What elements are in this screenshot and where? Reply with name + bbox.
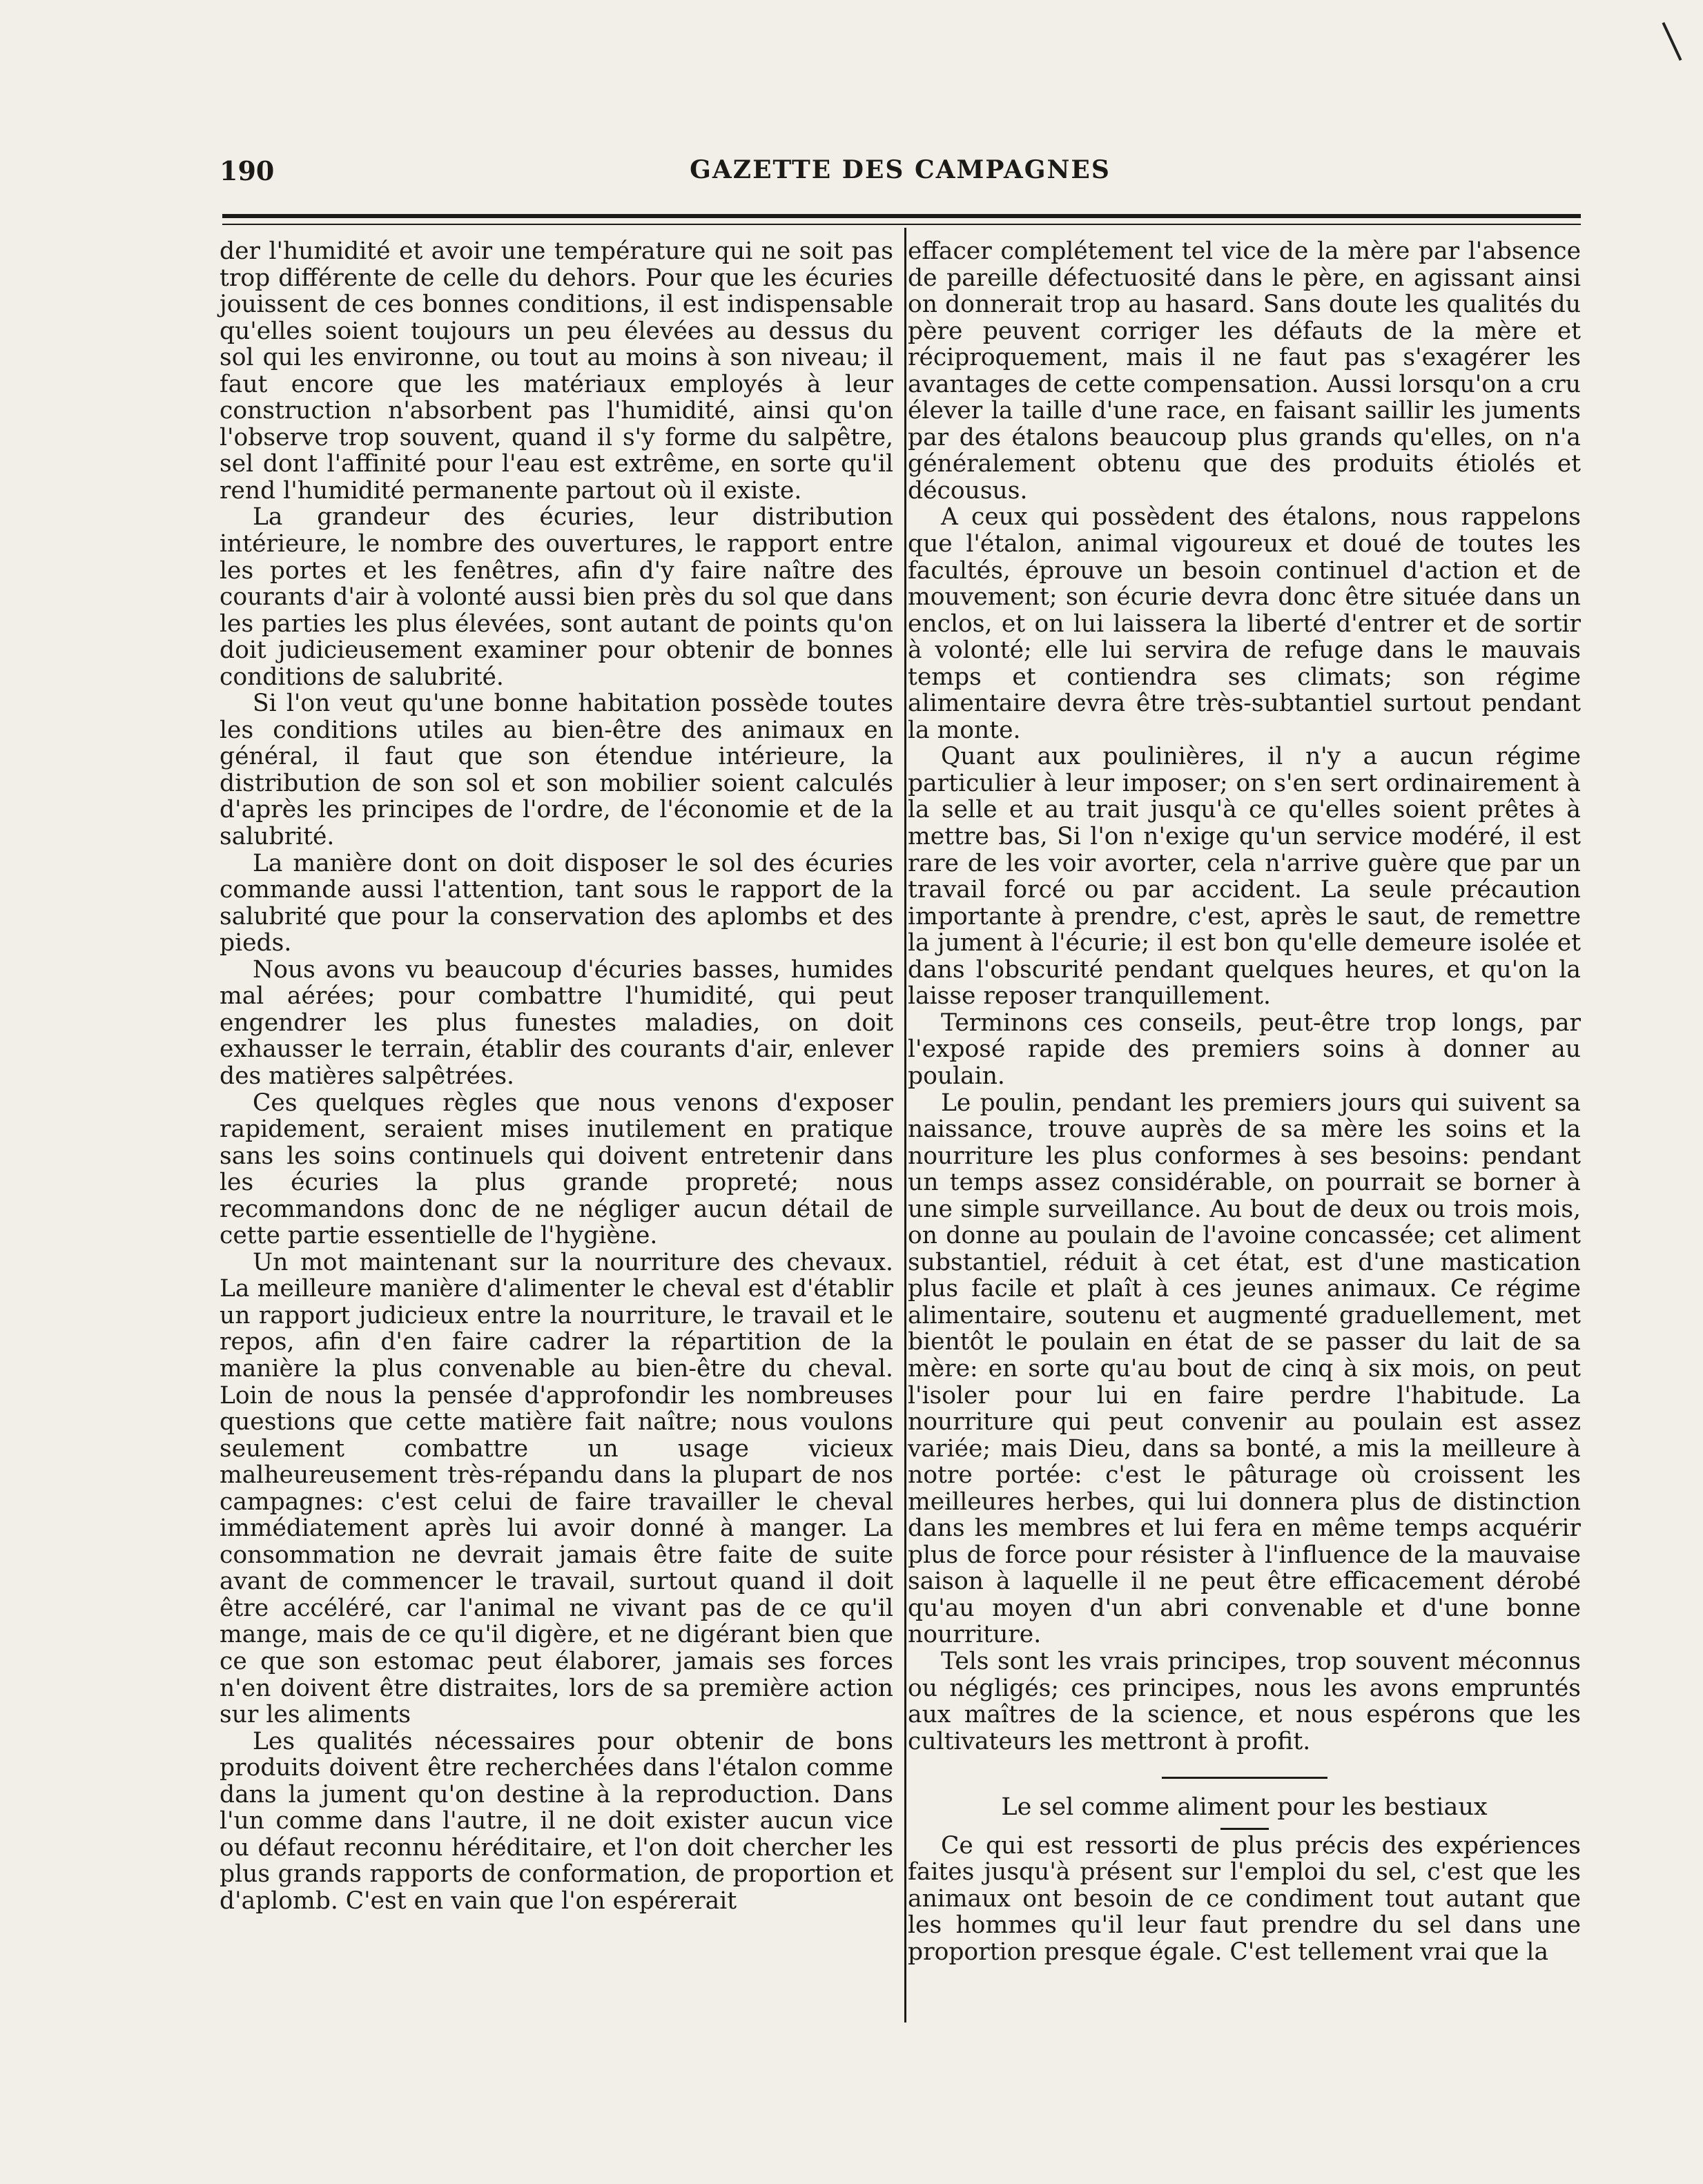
section-title-underline (1220, 1828, 1269, 1830)
paragraph: Si l'on veut qu'une bonne habitation possède toutes les conditions utiles au bien-être des animaux en général, il faut que son étendue intérieure, la distribution de son sol et son mobilier soient calculés d'après les principes de l'ordre, de l'économie et de la salubrité. (220, 690, 893, 851)
paragraph: Un mot maintenant sur la nourriture des chevaux. La meilleure manière d'alimenter le cheval est d'établir un rapport judicieux entre la nourriture, le travail et le repos, afin d'en faire cadrer la répartition de la manière la plus convenable au bien-être du cheval. Loin de nous la pensée d'approfondir les nombreuses questions que cette matière fait naître; nous voulons seulement combattre un usage vicieux malheureusement très-répandu dans la plupart de nos campagnes: c'est celui de faire travailler le cheval immédiatement après lui avoir donné à manger. La consommation ne devrait jamais être faite de suite avant de commencer le travail, surtout quand il doit être accéléré, car l'animal ne vivant pas de ce qu'il mange, mais de ce qu'il digère, et ne digérant bien que ce que son estomac peut élaborer, jamais ses forces n'en doivent être distraites, lors de sa première action sur les aliments (220, 1248, 893, 1729)
section-title: Le sel comme aliment pour les bestiaux (1001, 1793, 1488, 1822)
paragraph: Quant aux poulinières, il n'y a aucun régime particulier à leur imposer; on s'en sert ordinairement à la selle et au trait jusqu'à ce qu'elles soient prêtes à mettre bas, Si l'on n'exige qu'un service modéré, il est rare de les voir avorter, cela n'arrive guère que par un travail forcé ou par accident. La seule précaution importante à prendre, c'est, après le saut, de remettre la jument à l'écurie; il est bon qu'elle demeure isolée et dans l'obscurité pendant quelques heures, et qu'on la laisse reposer tranquillement. (908, 743, 1581, 1011)
paragraph: Terminons ces conseils, peut-être trop longs, par l'exposé rapide des premiers soins à donner au poulain. (908, 1008, 1581, 1090)
paragraph: effacer complétement tel vice de la mère par l'absence de pareille défectuosité dans le père, en agissant ainsi on donnerait trop au hasard. Sans doute les qualités du père peuvent corriger les défauts de la mère et réciproquement, mais il ne faut pas s'exagérer les avantages de cette compensation. Aussi lorsqu'on a cru élever la taille d'une race, en faisant saillir les juments par des étalons beaucoup plus grands qu'elles, on n'a généralement obtenu que des produits étiolés et décousus. (908, 237, 1581, 505)
paragraph: Les qualités nécessaires pour obtenir de bons produits doivent être recherchées dans l'étalon comme dans la jument qu'on destine à la reproduction. Dans l'un comme dans l'autre, il ne doit exister aucun vice ou défaut reconnu héréditaire, et l'on doit chercher les plus grands rapports de conformation, de proportion et d'aplomb. C'est en vain que l'on espérerait (220, 1727, 893, 1915)
paragraph: La manière dont on doit disposer le sol des écuries commande aussi l'attention, tant sous le rapport de la salubrité que pour la conservation des aplombs et des pieds. (220, 849, 893, 957)
left-column (220, 238, 893, 1914)
paragraph: Nous avons vu beaucoup d'écuries basses, humides mal aérées; pour combattre l'humidité, qui peut engendrer les plus funestes maladies, on doit exhausser le terrain, établir des courants d'air, enlever des matières salpêtrées. (220, 955, 893, 1090)
scan-edge-mark (1662, 22, 1682, 61)
paragraph: A ceux qui possèdent des étalons, nous rappelons que l'étalon, animal vigoureux et doué de toutes les facultés, éprouve un besoin continuel d'action et de mouvement; son écurie devra donc être située dans un enclos, et on lui laissera la liberté d'entrer et de sortir à volonté; elle lui servira de refuge dans le mauvais temps et contiendra ses climats; son régime alimentaire devra être très-subtantiel surtout pendant la monte. (908, 503, 1581, 744)
paragraph: Le poulin, pendant les premiers jours qui suivent sa naissance, trouve auprès de sa mère les soins et la nourriture les plus conformes à ses besoins: pendant un temps assez considérable, on pourrait se borner à une simple surveillance. Au bout de deux ou trois mois, on donne au poulain de l'avoine concassée; cet aliment substantiel, réduit à cet état, est d'une mastication plus facile et plaît à ces jeunes animaux. Ce régime alimentaire, soutenu et augmenté graduellement, met bientôt le poulain en état de se passer du lait de sa mère: en sorte qu'au bout de cinq à six mois, on peut l'isoler pour lui en faire perdre l'habitude. La nourriture qui peut convenir au poulain est assez variée; mais Dieu, dans sa bonté, a mis la meilleure à notre portée: c'est le pâturage où croissent les meilleures herbes, qui lui donnera plus de distinction dans les membres et lui fera en même temps acquérir plus de force pour résister à l'influence de la mauvaise saison à laquelle il ne peut être efficacement dérobé qu'au moyen d'un abri convenable et d'une bonne nourriture. (908, 1089, 1581, 1649)
paragraph: Tels sont les vrais principes, trop souvent méconnus ou négligés; ces principes, nous les avons empruntés aux maîtres de la science, et nous espérons que les cultivateurs les mettront à profit. (908, 1647, 1581, 1755)
page-number: 190 (220, 155, 275, 186)
running-title: GAZETTE DES CAMPAGNES (690, 155, 1111, 184)
column-divider (904, 228, 906, 2022)
header-rule-thin (222, 224, 1581, 225)
paragraph: La grandeur des écuries, leur distribution intérieure, le nombre des ouvertures, le rapport entre les portes et les fenêtres, afin d'y faire naître des courants d'air à volonté aussi bien près du sol que dans les parties les plus élevées, sont autant de points qu'on doit judicieusement examiner pour obtenir de bonnes conditions de salubrité. (220, 503, 893, 691)
right-column (908, 238, 1581, 1965)
header-rule-thick (222, 214, 1581, 218)
page-header (220, 155, 1581, 190)
section-separator-rule (1162, 1777, 1327, 1779)
paragraph: der l'humidité et avoir une température qui ne soit pas trop différente de celle du dehors. Pour que les écuries jouissent de ces bonnes conditions, il est indispensable qu'elles soient toujours un peu élevées au dessus du sol qui les environne, ou tout au moins à son niveau; il faut encore que les matériaux employés à leur construction n'absorbent pas l'humidité, ainsi qu'on l'observe trop souvent, quand il s'y forme du salpêtre, sel dont l'affinité pour l'eau est extrême, en sorte qu'il rend l'humidité permanente partout où il existe. (220, 237, 893, 505)
paragraph: Ces quelques règles que nous venons d'exposer rapidement, seraient mises inutilement en pratique sans les soins continuels qui doivent entretenir dans les écuries la plus grande propreté; nous recommandons donc de ne négliger aucun détail de cette partie essentielle de l'hygiène. (220, 1089, 893, 1250)
paragraph: Ce qui est ressorti de plus précis des expériences faites jusqu'à présent sur l'emploi du sel, c'est que les animaux ont besoin de ce condiment tout autant que les hommes qu'il leur faut prendre du sel dans une proportion presque égale. C'est tellement vrai que la (908, 1831, 1581, 1966)
